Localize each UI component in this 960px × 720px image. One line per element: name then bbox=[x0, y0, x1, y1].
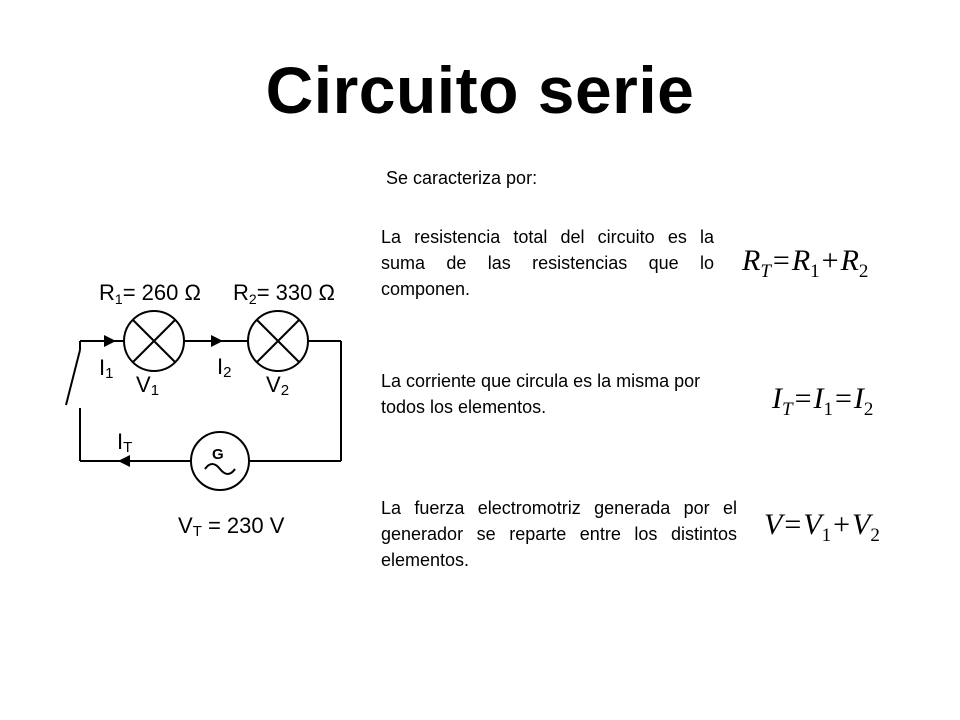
generator-label: G bbox=[212, 446, 224, 463]
it-label: IT bbox=[117, 429, 133, 456]
formula-total-resistance: $R_T=R_1+R_2$ bbox=[742, 244, 869, 282]
vt-label: VT = 230 V bbox=[178, 513, 285, 540]
statement-resistance: La resistencia total del circuito es la suma de las resistencias que lo componen. bbox=[381, 227, 714, 299]
arrow-it bbox=[118, 455, 130, 467]
arrow-i1 bbox=[104, 335, 116, 347]
slide-title: Circuito serie bbox=[265, 53, 695, 127]
lamp-1 bbox=[124, 311, 184, 371]
arrow-i2 bbox=[211, 335, 223, 347]
formula-total-current: $I_T=I_1=I_2$ bbox=[772, 382, 874, 420]
intro-text: Se caracteriza por: bbox=[386, 168, 538, 188]
lamp-2 bbox=[248, 311, 308, 371]
switch-lever bbox=[66, 350, 80, 405]
formula-total-voltage: $V=V_1+V_2$ bbox=[764, 508, 880, 546]
r1-label: R1= 260 Ω bbox=[99, 280, 201, 307]
v1-label: V1 bbox=[136, 372, 160, 399]
i1-label: I1 bbox=[99, 355, 114, 382]
v2-label: V2 bbox=[266, 372, 290, 399]
statement-voltage: La fuerza electromotriz generada por el generador se reparte entre los distintos elementos. bbox=[381, 498, 737, 570]
statement-current: La corriente que circula es la misma por todos los elementos. bbox=[381, 371, 701, 417]
i2-label: I2 bbox=[217, 354, 232, 381]
r2-label: R2= 330 Ω bbox=[233, 280, 335, 307]
